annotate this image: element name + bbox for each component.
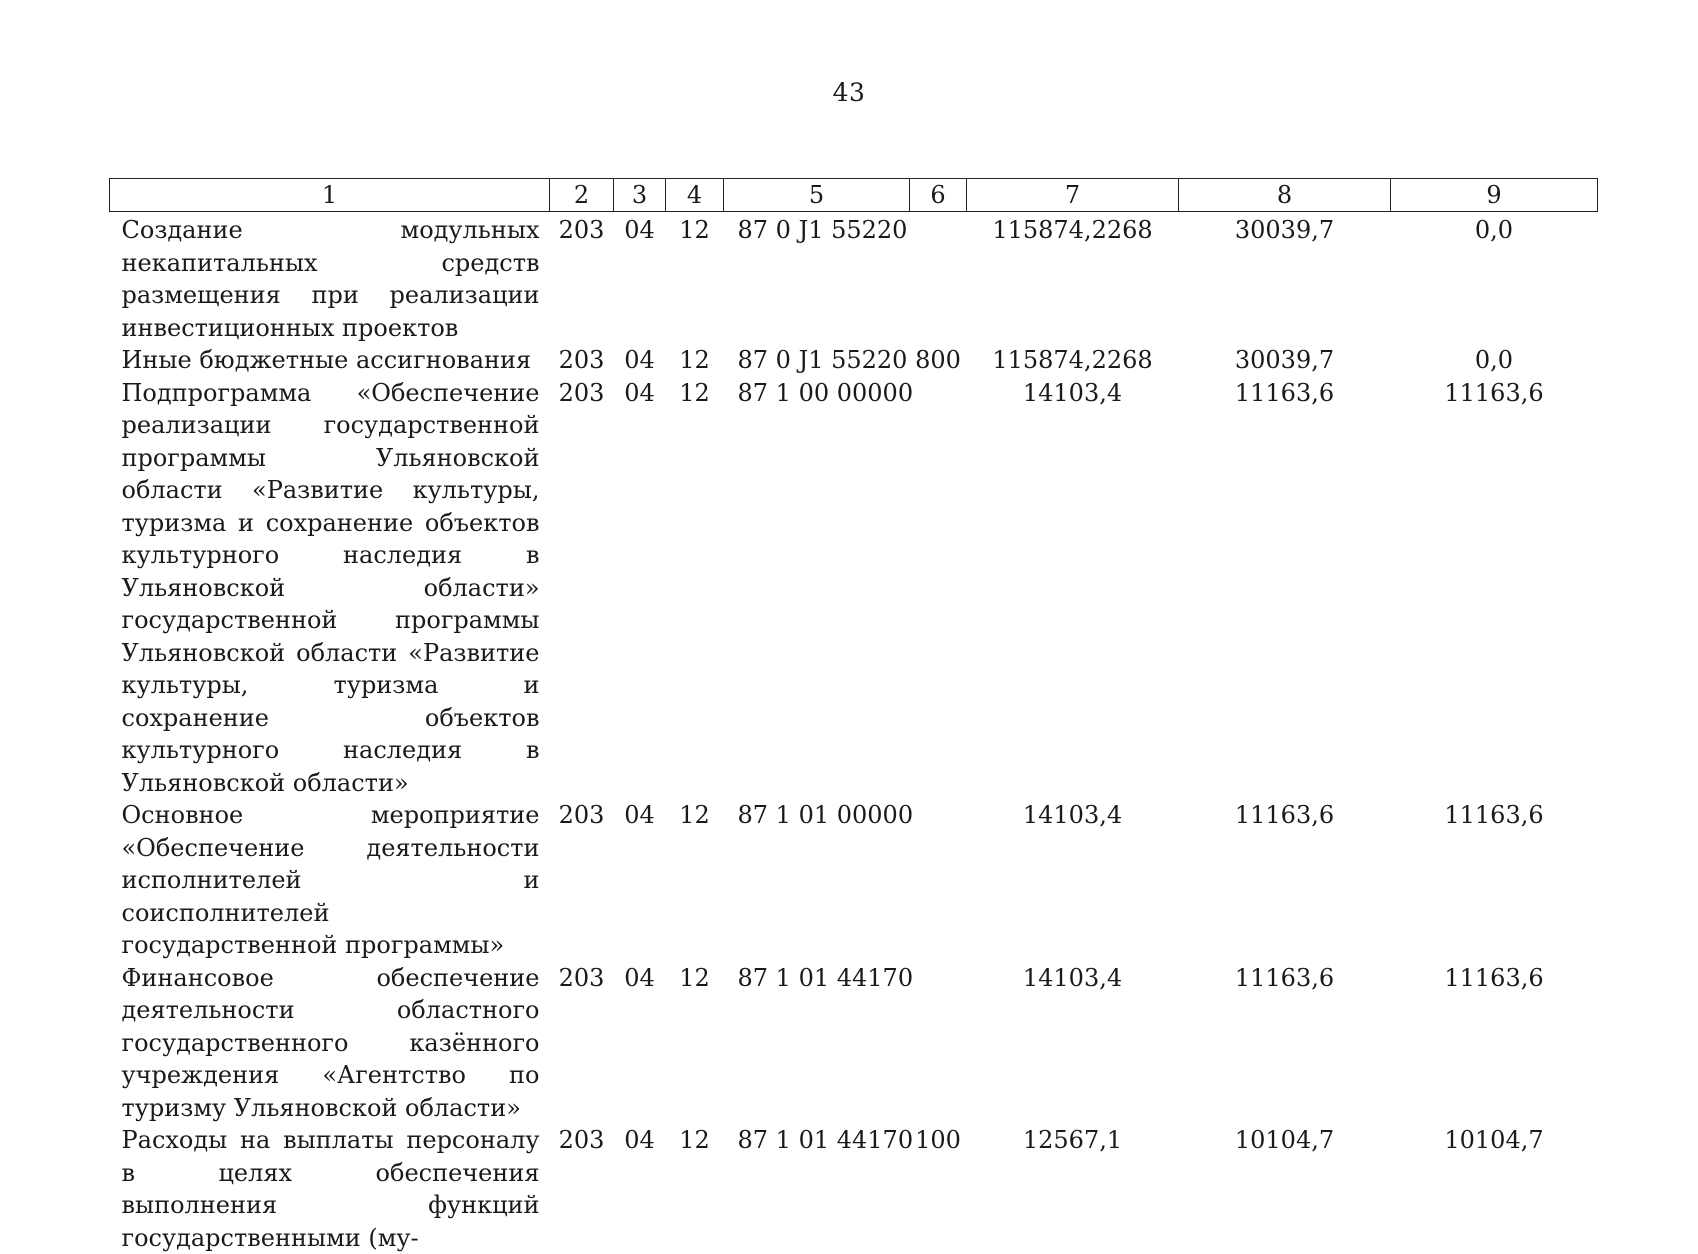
row-amount-9: 11163,6 <box>1444 963 1544 992</box>
row-code-4: 12 <box>679 1126 710 1154</box>
row-amount-7: 14103,4 <box>1022 801 1123 829</box>
row-name: Создание модульных некапитальных средств размещения при реализации инвестиционных проектов <box>121 216 540 342</box>
row-code-6 <box>910 799 967 962</box>
row-code-5: 87 1 01 44170 <box>737 1126 914 1154</box>
row-code-5: 87 1 01 44170 <box>737 963 914 992</box>
row-amount-9: 10104,7 <box>1444 1126 1544 1154</box>
table-row <box>110 1124 1598 1254</box>
row-code-6 <box>910 962 967 1125</box>
column-header-7: 7 <box>967 179 1179 212</box>
column-header-1: 1 <box>110 179 550 212</box>
row-code-6: 100 <box>915 1126 961 1154</box>
row-code-3: 04 <box>624 1126 655 1154</box>
row-name: Иные бюджетные ассигнования <box>121 346 532 374</box>
column-header-3: 3 <box>614 179 666 212</box>
table-row <box>110 799 1598 962</box>
row-code-4: 12 <box>679 963 710 992</box>
row-amount-8: 11163,6 <box>1234 378 1335 407</box>
column-header-9: 9 <box>1391 179 1598 212</box>
row-amount-9: 11163,6 <box>1444 801 1544 829</box>
row-code-2: 203 <box>558 801 605 829</box>
row-code-4: 12 <box>679 378 710 407</box>
row-code-3: 04 <box>624 801 655 829</box>
column-header-8: 8 <box>1179 179 1391 212</box>
row-amount-8: 10104,7 <box>1234 1126 1335 1154</box>
row-amount-9: 0,0 <box>1474 346 1514 374</box>
row-code-4: 12 <box>679 216 710 244</box>
row-code-3: 04 <box>624 346 655 374</box>
row-code-5: 87 0 J1 55220 <box>737 216 908 244</box>
row-amount-7: 14103,4 <box>1022 963 1123 992</box>
row-amount-9: 0,0 <box>1474 216 1514 244</box>
row-amount-8: 11163,6 <box>1234 963 1335 992</box>
table-row <box>110 212 1598 345</box>
row-name: Основное мероприятие «Обеспечение деятельности исполнителей и соисполнителей государственной программы» <box>121 801 540 959</box>
row-code-3: 04 <box>624 216 655 244</box>
row-amount-8: 11163,6 <box>1234 801 1335 829</box>
column-header-5: 5 <box>724 179 910 212</box>
table-row <box>110 377 1598 800</box>
table-row <box>110 344 1598 377</box>
row-amount-7: 115874,2268 <box>992 216 1153 244</box>
row-code-4: 12 <box>679 346 710 374</box>
row-code-2: 203 <box>558 378 605 407</box>
row-code-6: 800 <box>915 346 961 374</box>
row-amount-7: 115874,2268 <box>992 346 1153 374</box>
row-code-4: 12 <box>679 801 710 829</box>
row-name: Финансовое обеспечение деятельности областного государственного казённого учреждения «Агентство по туризму Ульяновской области» <box>121 963 540 1122</box>
row-amount-9: 11163,6 <box>1444 378 1544 407</box>
budget-table <box>109 178 1598 1254</box>
page-number: 43 <box>832 78 866 107</box>
row-code-5: 87 1 00 00000 <box>737 378 914 407</box>
row-code-2: 203 <box>558 963 605 992</box>
column-header-6: 6 <box>910 179 967 212</box>
column-header-2: 2 <box>550 179 614 212</box>
row-code-2: 203 <box>558 216 605 244</box>
table-row <box>110 962 1598 1125</box>
row-code-6 <box>910 212 967 345</box>
row-code-2: 203 <box>558 346 605 374</box>
row-amount-7: 14103,4 <box>1022 378 1123 407</box>
row-code-3: 04 <box>624 378 655 407</box>
row-amount-7: 12567,1 <box>1022 1126 1123 1154</box>
column-header-4: 4 <box>666 179 724 212</box>
row-name: Расходы на выплаты персоналу в целях обеспечения выполнения функций государственными (му- <box>121 1126 540 1252</box>
row-amount-8: 30039,7 <box>1234 216 1335 244</box>
row-code-2: 203 <box>558 1126 605 1154</box>
row-code-3: 04 <box>624 963 655 992</box>
row-code-5: 87 1 01 00000 <box>737 801 914 829</box>
table-header-row <box>110 179 1598 212</box>
row-amount-8: 30039,7 <box>1234 346 1335 374</box>
row-name: Подпрограмма «Обеспечение реализации государственной программы Ульяновской области «Развитие культуры, туризма и сохранение объектов культурного наследия в Ульяновской области» государственной программы Ульяновской области «Развитие культуры, туризма и сохранение объектов культурного наследия в Ульяновской области» <box>121 378 540 797</box>
row-code-6 <box>910 377 967 800</box>
row-code-5: 87 0 J1 55220 <box>737 346 908 374</box>
